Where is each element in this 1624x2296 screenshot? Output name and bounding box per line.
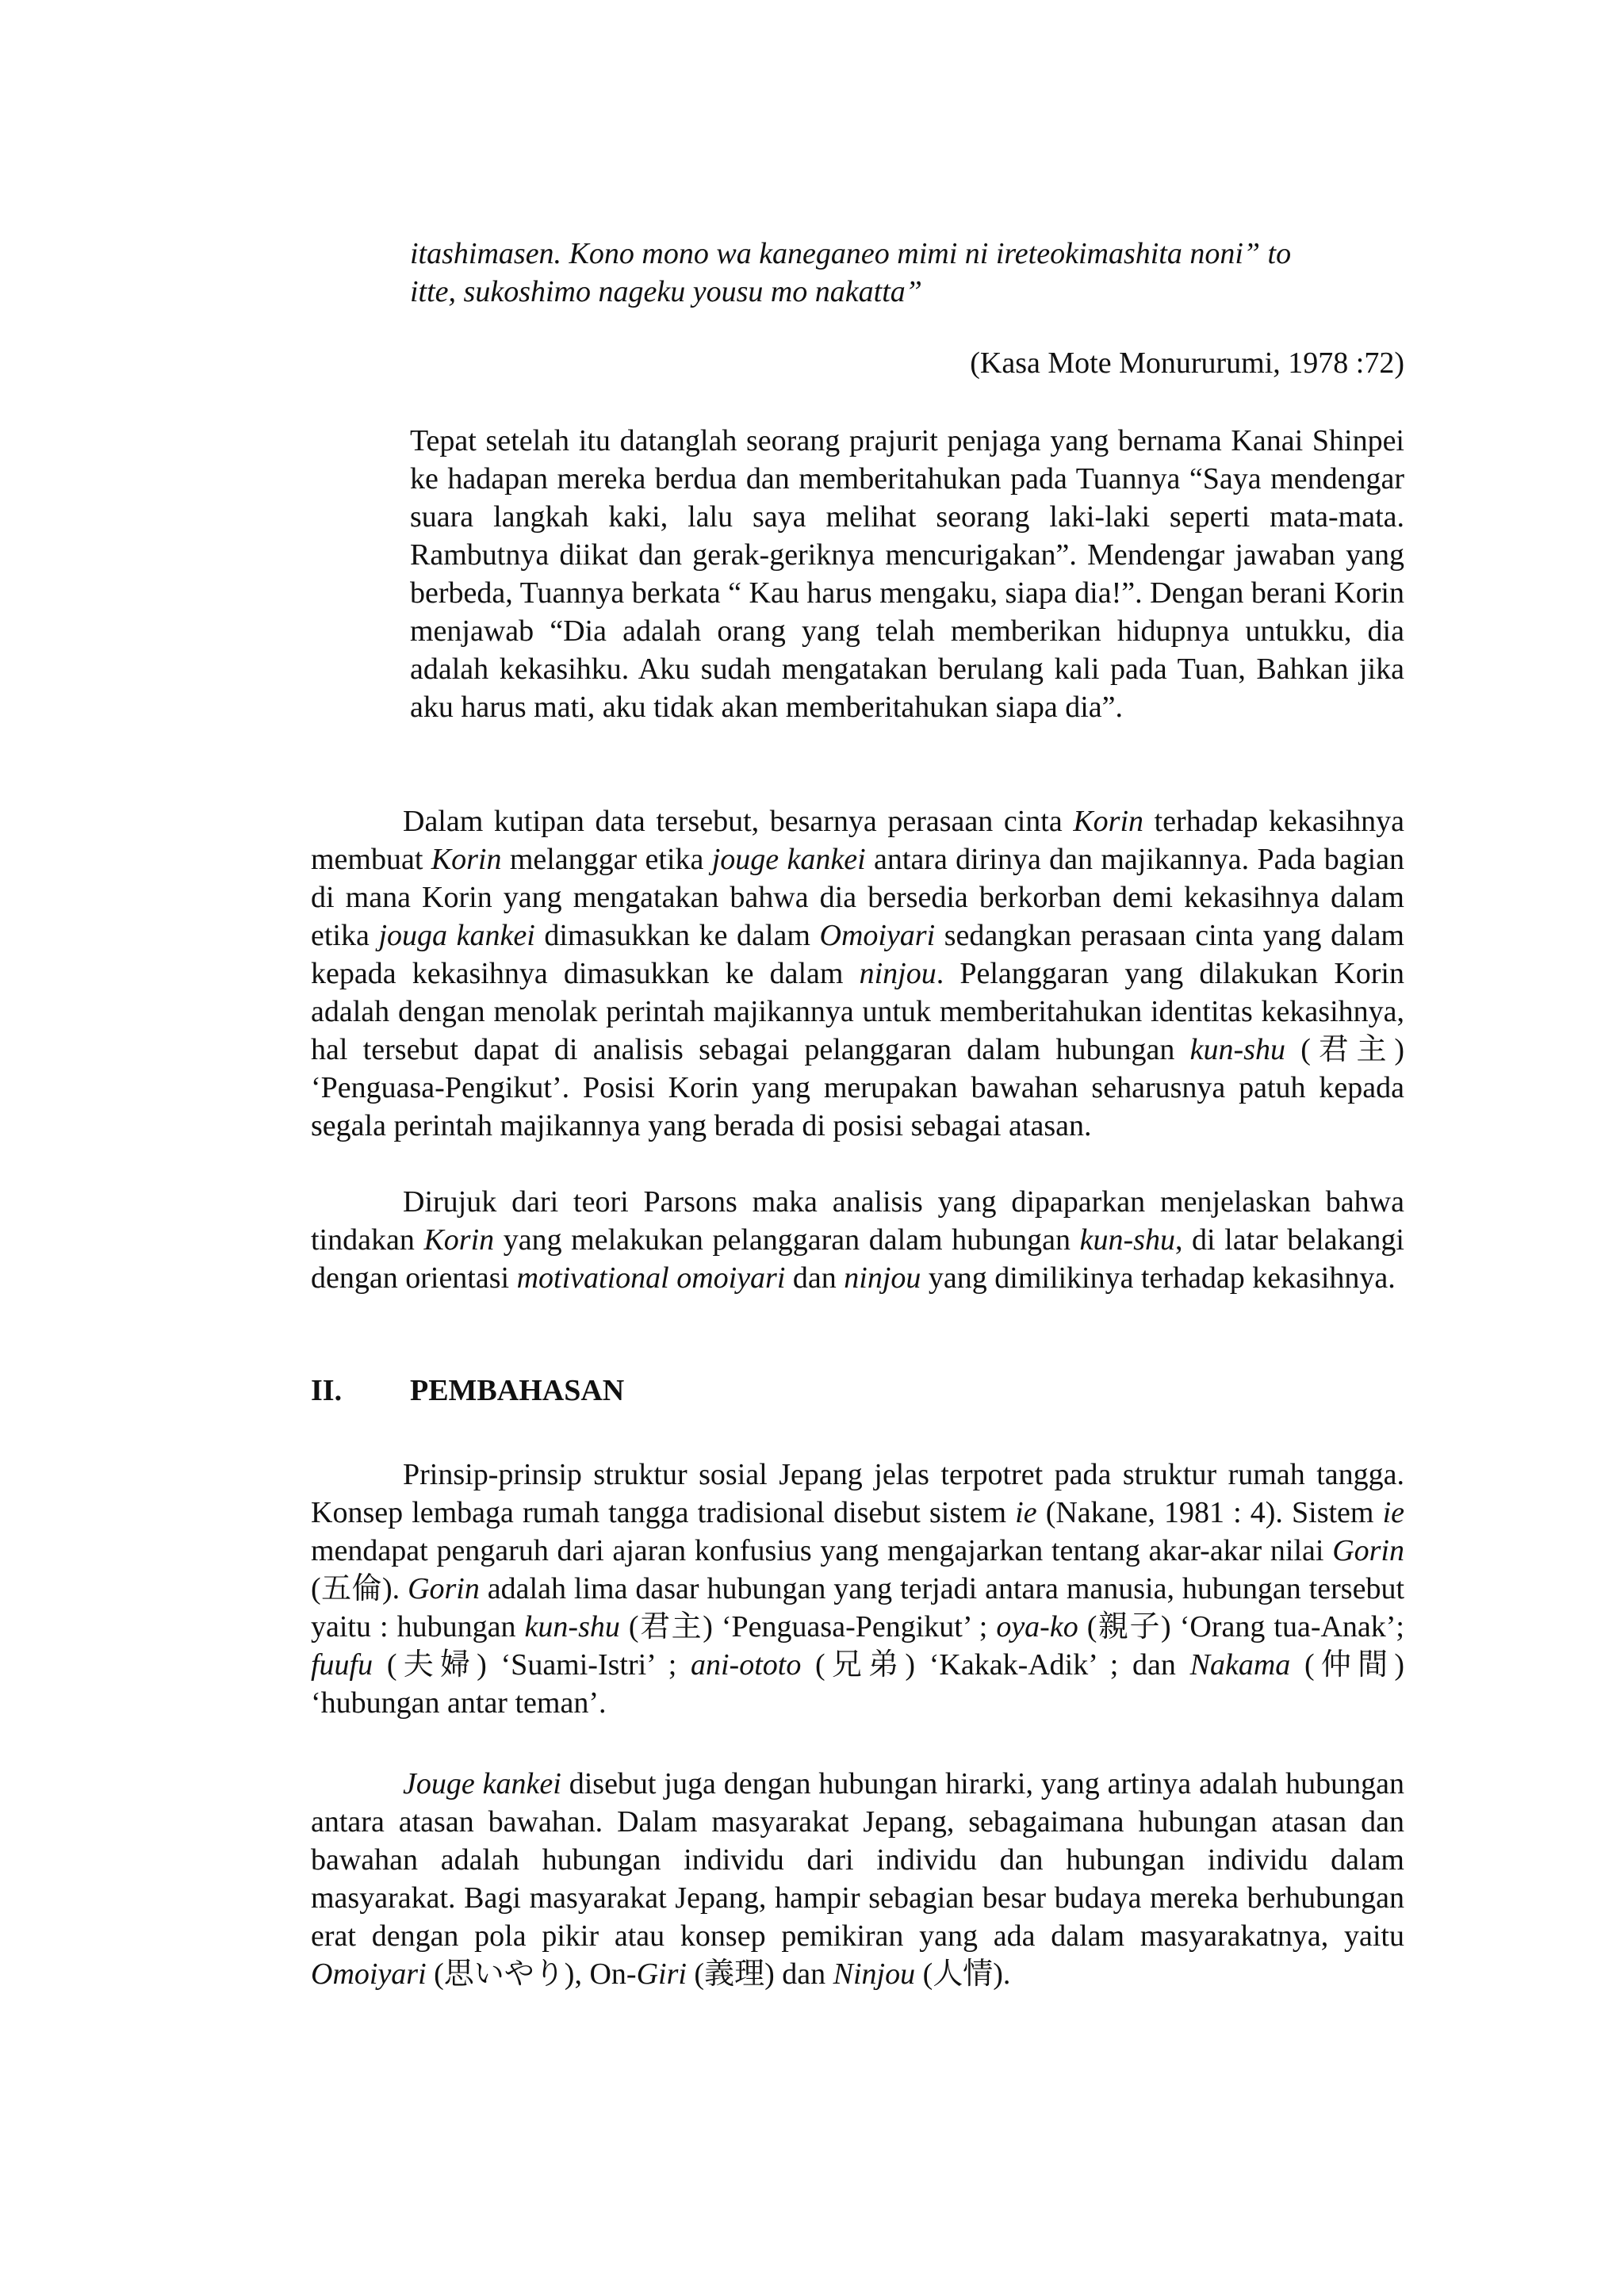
section-title: PEMBAHASAN — [410, 1374, 625, 1407]
section-number: II. — [311, 1374, 343, 1407]
quote-translation: Tepat setelah itu datanglah seorang prajurit penjaga yang bernama Kanai Shinpei ke hadapan mereka berdua dan memberitahukan pada Tuannya “Saya mendengar suara langkah kaki, lalu saya melihat seorang laki-laki seperti mata-mata. Rambutnya diikat dan gerak-geriknya mencurigakan”. Mendengar jawaban yang berbeda, Tuannya berkata “ Kau harus mengaku, siapa dia!”. Dengan berani Korin menjawab “Dia adalah orang yang telah memberikan hidupnya untukku, dia adalah kekasihku. Aku sudah mengatakan berulang kali pada Tuan, Bahkan jika aku harus mati, aku tidak akan memberitahukan siapa dia”. — [410, 424, 1404, 724]
paragraph-social-structure: Prinsip-prinsip struktur sosial Jepang jelas terpotret pada struktur rumah tangga. Konsep lembaga rumah tangga tradisional disebut sistem ie (Nakane, 1981 : 4). Sistem ie mendapat pengaruh dari ajaran konfusius yang mengajarkan tentang akar-akar nilai Gorin (五倫). Gorin adalah lima dasar hubungan yang terjadi antara manusia, hubungan tersebut yaitu : hubungan kun-shu (君主) ‘Penguasa-Pengikut’ ; oya-ko (親子) ‘Orang tua-Anak’; fuufu (夫婦) ‘Suami-Istri’ ; ani-ototo (兄弟) ‘Kakak-Adik’ ; dan Nakama (仲間) ‘hubungan antar teman’. — [311, 1458, 1405, 1720]
quote-romaji-line-2: itte, sukoshimo nageku yousu mo nakatta” — [410, 275, 922, 308]
quote-romaji — [410, 235, 1404, 311]
paragraph-analysis: Dalam kutipan data tersebut, besarnya perasaan cinta Korin terhadap kekasihnya membuat Korin melanggar etika jouge kankei antara dirinya dan majikannya. Pada bagian di mana Korin yang mengatakan bahwa dia bersedia berkorban demi kekasihnya dalam etika jouga kankei dimasukkan ke dalam Omoiyari sedangkan perasaan cinta yang dalam kepada kekasihnya dimasukkan ke dalam ninjou. Pelanggaran yang dilakukan Korin adalah dengan menolak perintah majikannya untuk memberitahukan identitas kekasihnya, hal tersebut dapat di analisis sebagai pelanggaran dalam hubungan kun-shu (君主) ‘Penguasa-Pengikut’. Posisi Korin yang merupakan bawahan seharusnya patuh kepada segala perintah majikannya yang berada di posisi sebagai atasan. — [311, 805, 1405, 1142]
section-heading — [311, 1372, 624, 1410]
paragraph-jouge-kankei: Jouge kankei disebut juga dengan hubungan hirarki, yang artinya adalah hubungan antara atasan bawahan. Dalam masyarakat Jepang, sebagaimana hubungan atasan dan bawahan adalah hubungan individu dari individu dan hubungan individu dalam masyarakat. Bagi masyarakat Jepang, hampir sebagian besar budaya mereka berhubungan erat dengan pola pikir atau konsep pemikiran yang ada dalam masyarakatnya, yaitu Omoiyari (思いやり), On-Giri (義理) dan Ninjou (人情). — [311, 1767, 1404, 1991]
citation: (Kasa Mote Monururumi, 1978 :72) — [970, 346, 1404, 380]
quote-romaji-line-1: itashimasen. Kono mono wa kaneganeo mimi ni ireteokimashita noni” to — [410, 237, 1292, 270]
paragraph-parsons: Dirujuk dari teori Parsons maka analisis yang dipaparkan menjelaskan bahwa tindakan Korin yang melakukan pelanggaran dalam hubungan kun-shu, di latar belakangi dengan orientasi motivational omoiyari dan ninjou yang dimilikinya terhadap kekasihnya. — [311, 1185, 1404, 1295]
